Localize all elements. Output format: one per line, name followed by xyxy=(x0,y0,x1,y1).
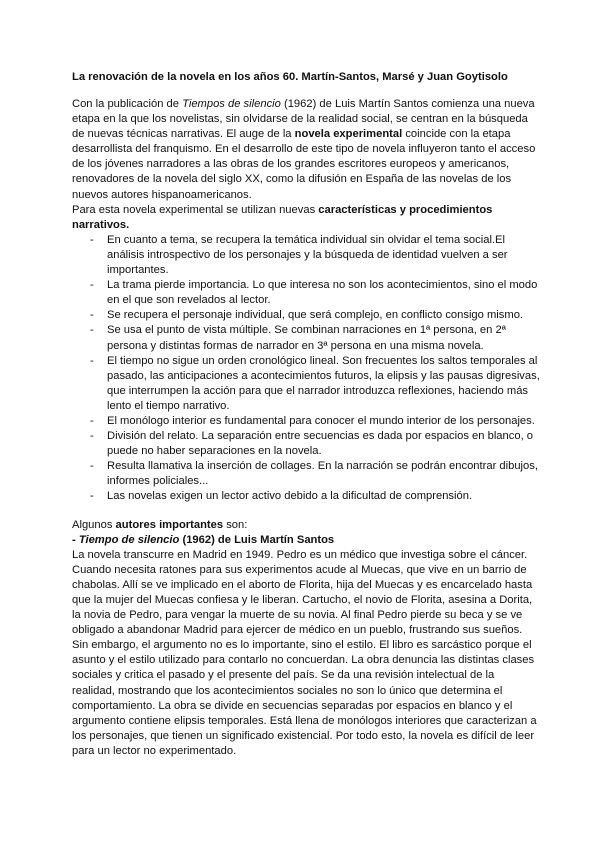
keyword-bold: características y procedimientos narrativos. xyxy=(72,203,493,231)
list-item: - La trama pierde importancia. Lo que interesa no son los acontecimientos, sino el modo en el que son revelados al lector. xyxy=(90,279,538,307)
analysis-paragraph: Sin embargo, el argumento no es lo importante, sino el estilo. El libro es sarcástico porque el asunto y el estilo utilizado para contarlo no concuerdan. La obra denuncia las distintas clases sociales y critica el pasado y el presente del país. Se da una revisión intelectual de la realidad, mostrando que los acontecimientos sociales no son lo único que determina el comportamiento. La obra se divide en secuencias separadas por espacios en blanco y el argumento contiene elipsis temporales. Está llena de monólogos interiores que caracterizan a los personajes, que tienen un significado existencial. Por todo esto, la novela es difícil de leer para un lector no experimentado. xyxy=(72,639,537,757)
list-item: - En cuanto a tema, se recupera la temática individual sin olvidar el tema social.El análisis introspectivo de los personajes y la búsqueda de identidad vuelven a ser importantes. xyxy=(90,233,508,277)
characteristics-intro: Para esta novela experimental se utilizan nuevas características y procedimientos narrativos. xyxy=(72,203,493,231)
list-item: - El monólogo interior es fundamental para conocer el mundo interior de los personajes. xyxy=(90,414,535,427)
characteristics-list xyxy=(72,233,540,505)
list-item: - Se usa el punto de vista múltiple. Se combinan narraciones en 1ª persona, en 2ª persona y distintas formas de narrador en 3ª persona en una misma novela. xyxy=(90,324,506,352)
list-item: - Se recupera el personaje individual, que será complejo, en conflicto consigo mismo. xyxy=(90,309,524,322)
list-item: - División del relato. La separación entre secuencias es dada por espacios en blanco, o puede no haber separaciones en la novela. xyxy=(90,430,534,458)
list-item: - Resulta llamativa la inserción de collages. En la narración se podrán encontrar dibujos, informes policiales... xyxy=(90,460,538,488)
list-item: - Las novelas exigen un lector activo debido a la dificultad de comprensión. xyxy=(90,490,473,503)
work-heading: - Tiempo de silencio (1962) de Luis Martín Santos xyxy=(72,533,335,546)
plot-paragraph: La novela transcurre en Madrid en 1949. Pedro es un médico que investiga sobre el cáncer. Cuando necesita ratones para sus experimentos acude al Muecas, que vive en un barrio de chabolas. Allí se ve implicado en el aborto de Florita, hija del Muecas y es encarcelado hasta que la mujer del Muecas confiesa y le liberan. Cartucho, el novio de Florita, asesina a Dorita, la novia de Pedro, para vengar la muerte de su novia. Al final Pedro pierde su beca y se ve obligado a abandonar Madrid para ejercer de médico en un pueblo, frustrando sus sueños. xyxy=(72,548,533,637)
document-title: La renovación de la novela en los años 60. Martín-Santos, Marsé y Juan Goytisolo xyxy=(72,71,508,83)
work-title-italic: Tiempo de silencio xyxy=(78,533,180,546)
authors-intro: Algunos autores importantes son: xyxy=(72,518,248,531)
work-title-italic: Tiempos de silencio xyxy=(182,98,281,110)
intro-paragraph: Con la publicación de Tiempos de silencio (1962) de Luis Martín Santos comienza una nueva etapa en la que los novelistas, sin olvidarse de la realidad social, se centran en la búsqueda de nuevas técnicas narrativas. El auge de la novela experimental coincide con la etapa desarrollista del franquismo. En el desarrollo de este tipo de novela influyeron tanto el acceso de los jóvenes narradores a las obras de los grandes escritores europeos y americanos, renovadores de la novela del siglo XX, como la difusión en España de las novelas de los nuevos autores hispanoamericanos. xyxy=(72,98,536,201)
keyword-bold: autores importantes xyxy=(115,518,224,531)
keyword-bold: novela experimental xyxy=(294,128,403,141)
list-item: - El tiempo no sigue un orden cronológico lineal. Son frecuentes los saltos temporales al pasado, las anticipaciones a acontecimientos futuros, la elipsis y las pausas digresivas, que interrumpen la acción para que el narrador introduzca reflexiones, haciendo más lento el tiempo narrativo. xyxy=(90,354,540,412)
